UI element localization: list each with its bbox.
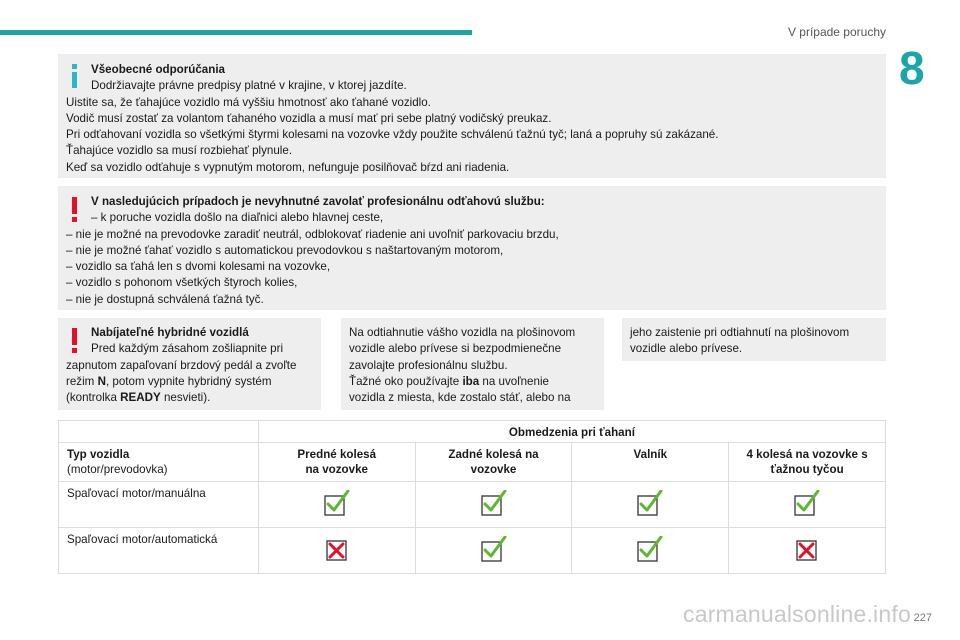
warning-line: – vozidlo sa ťahá len s dvomi kolesami na vozovke, (66, 260, 331, 274)
emphasis-only: iba (462, 374, 480, 388)
chapter-number: 8 (899, 42, 925, 94)
row-header-cell (59, 443, 259, 482)
column-header-line: na vozovke (305, 463, 368, 476)
mark-cell (729, 482, 886, 528)
platform-continuation-box (622, 318, 886, 361)
text-span: , potom vypnite hybridný systém (105, 374, 272, 388)
warning-box (58, 186, 886, 310)
column-header (572, 443, 729, 482)
header-accent-bar (0, 30, 472, 35)
watermark: carmanualsonline.info (683, 601, 911, 627)
continuation-line: vozidle alebo prívese. (630, 342, 743, 356)
text-span: režim (66, 374, 98, 388)
hybrid-line: Pred každým zásahom zošliapnite pri (91, 342, 284, 356)
info-icon (70, 64, 80, 90)
warning-line: – nie je dostupná schválená ťažná tyč. (66, 292, 264, 306)
column-header-line: 4 kolesá na vozovke s (746, 448, 868, 461)
info-line: Uistite sa, že ťahajúce vozidlo má vyššiu hmotnosť ako ťahané vozidlo. (66, 95, 431, 109)
mark-cell (258, 528, 415, 574)
hybrid-line (66, 374, 313, 390)
table-row (59, 482, 886, 528)
column-header-line: vozovke (470, 463, 517, 476)
info-line: Vodič musí zostať za volantom ťahaného vozidla a musí mať pri sebe platný vodičský preukaz. (66, 111, 552, 125)
platform-line: zavolajte profesionálnu službu. (349, 358, 508, 372)
text-span: na uvoľnenie (479, 374, 549, 388)
warning-line: – k poruche vozidla došlo na diaľnici alebo hlavnej ceste, (91, 211, 384, 225)
column-header-line: Predné kolesá (297, 448, 377, 461)
check-icon (637, 536, 663, 562)
column-header-line: Valník (633, 448, 668, 461)
platform-line: Na odtiahnutie vášho vozidla na plošinovom (349, 326, 576, 339)
platform-towing-box (341, 318, 604, 410)
towing-limits-table (58, 420, 886, 574)
hybrid-line (66, 390, 313, 406)
platform-line: vozidla z miesta, kde zostalo stáť, alebo na (349, 391, 571, 405)
hybrid-title: Nabíjateľné hybridné vozidlá (91, 326, 249, 339)
cross-icon (794, 536, 820, 562)
mark-cell (729, 528, 886, 574)
group-header: Obmedzenia pri ťahaní (258, 421, 885, 443)
column-header-line: ťažnou tyčou (770, 463, 844, 476)
row-header-title: Typ vozidla (67, 448, 130, 461)
info-line: Pri odťahovaní vozidla so všetkými štyrmi kolesami na vozovke vždy použite schválenú ťažnú tyč; laná a popruhy sú zakázané. (66, 128, 719, 142)
table-row (59, 528, 886, 574)
check-icon (637, 490, 663, 516)
row-label: Spaľovací motor/automatická (59, 528, 259, 574)
warning-line: – nie je možné na prevodovke zaradiť neutrál, odblokovať riadenie ani uvoľniť parkovaciu brzdu, (66, 227, 559, 241)
warning-line: – nie je možné ťahať vozidlo s automatickou prevodovkou s naštartovaným motorom, (66, 243, 504, 257)
platform-line (349, 374, 596, 390)
mark-cell (415, 482, 572, 528)
mode-n: N (97, 374, 106, 388)
info-box (58, 54, 886, 178)
check-icon (481, 536, 507, 562)
hybrid-warning-box (58, 318, 321, 410)
continuation-line: jeho zaistenie pri odtiahnutí na plošinovom (630, 326, 850, 339)
page-number: 227 (913, 612, 932, 624)
column-header (729, 443, 886, 482)
check-icon (481, 490, 507, 516)
check-icon (794, 490, 820, 516)
row-header-subtitle: (motor/prevodovka) (67, 463, 168, 476)
warning-line: – vozidlo s pohonom všetkých štyroch kolies, (66, 276, 298, 290)
warning-title: V nasledujúcich prípadoch je nevyhnutné zavolať profesionálnu odťahovú službu: (91, 195, 545, 208)
text-span: (kontrolka (66, 391, 121, 405)
text-span: Ťažné oko používajte (349, 374, 463, 388)
check-icon (324, 490, 350, 516)
platform-line: vozidle alebo prívese si bezpodmienečne (349, 342, 562, 356)
mark-cell (572, 482, 729, 528)
empty-corner-cell (59, 421, 259, 443)
text-span: nesvieti). (160, 391, 211, 405)
column-header (258, 443, 415, 482)
column-header-line: Zadné kolesá na (448, 448, 539, 461)
cross-icon (324, 536, 350, 562)
row-label: Spaľovací motor/manuálna (59, 482, 259, 528)
mark-cell (572, 528, 729, 574)
warning-icon (70, 328, 80, 354)
info-title: Všeobecné odporúčania (91, 63, 226, 76)
section-title: V prípade poruchy (787, 25, 886, 39)
info-line: Keď sa vozidlo odťahuje s vypnutým motorom, nefunguje posilňovač bŕzd ani riadenia. (66, 160, 510, 174)
mark-cell (415, 528, 572, 574)
warning-icon (70, 197, 80, 223)
hybrid-line: zapnutom zapaľovaní brzdový pedál a zvoľte (66, 358, 297, 372)
mark-cell (258, 482, 415, 528)
info-line: Ťahajúce vozidlo sa musí rozbiehať plynule. (66, 144, 293, 158)
info-line: Dodržiavajte právne predpisy platné v krajine, v ktorej jazdíte. (91, 79, 407, 93)
ready-indicator: READY (120, 391, 161, 405)
column-header (415, 443, 572, 482)
